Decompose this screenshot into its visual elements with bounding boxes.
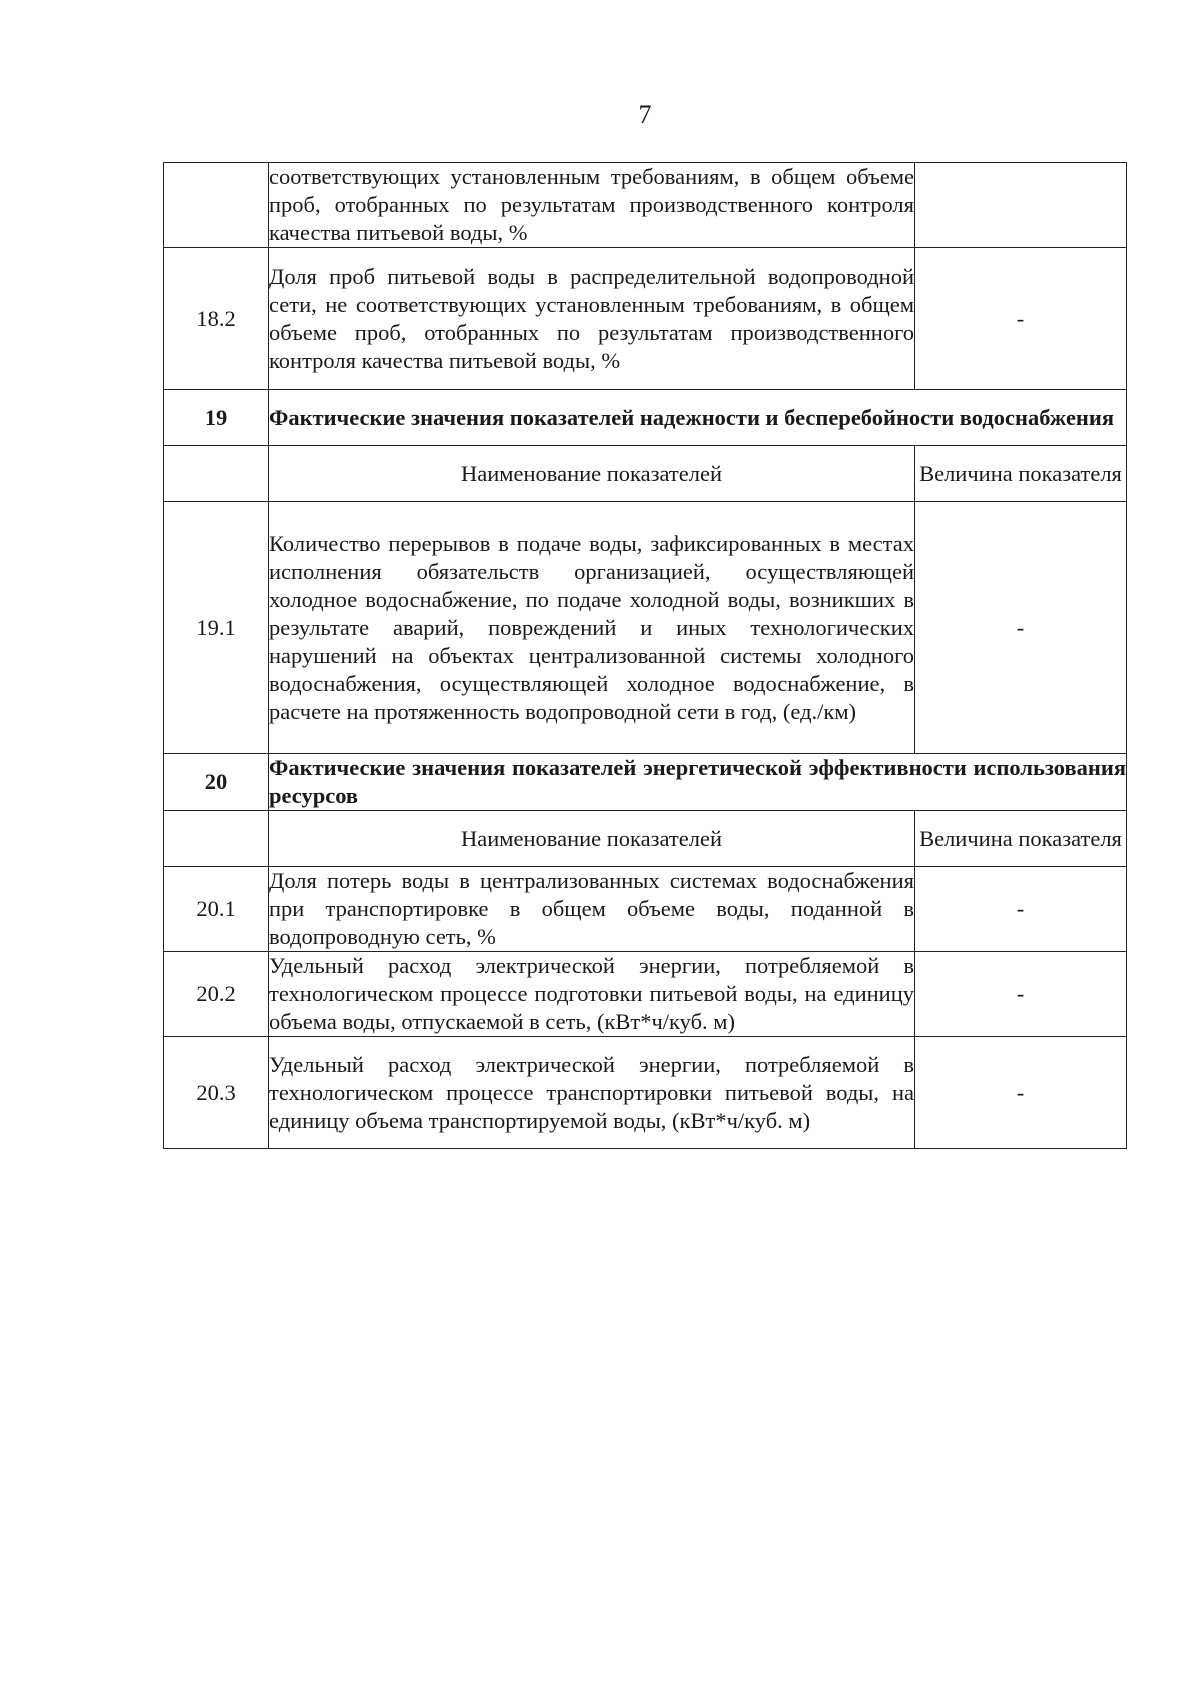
indicator-text: Доля потерь воды в централизованных системах водоснабжения при транспортировке в общем объеме воды, поданной в водопроводную сеть, % [269,867,915,952]
indicators-table [163,162,1127,1149]
row-number: 18.2 [164,248,269,390]
column-header-name: Наименование показателей [269,811,915,867]
column-header-value: Величина показателя [915,811,1127,867]
section-number: 20 [164,754,269,811]
row-number: 19.1 [164,502,269,754]
table-row-20-2 [164,952,1127,1037]
indicator-value: - [915,1037,1127,1149]
section-title: Фактические значения показателей энергетической эффективности использования ресурсов [269,754,1127,811]
header-row-20 [164,811,1127,867]
section-row-20 [164,754,1127,811]
header-empty-cell [164,811,269,867]
section-title: Фактические значения показателей надежности и бесперебойности водоснабжения [269,390,1127,446]
table-row-19-1 [164,502,1127,754]
indicator-text: Количество перерывов в подаче воды, зафиксированных в местах исполнения обязательств организацией, осуществляющей холодное водоснабжение, по подаче холодной воды, возникших в результате аварий, повреждений и иных технологических нарушений на объектах централизованной системы холодного водоснабжения, осуществляющей холодное водоснабжение, в расчете на протяженность водопроводной сети в год, (ед./км) [269,502,915,754]
header-row-19 [164,446,1127,502]
row-number: 20.3 [164,1037,269,1149]
indicator-text: Доля проб питьевой воды в распределительной водопроводной сети, не соответствующих установленным требованиям, в общем объеме проб, отобранных по результатам производственного контроля качества питьевой воды, % [269,248,915,390]
section-number: 19 [164,390,269,446]
indicator-text: соответствующих установленным требованиям, в общем объеме проб, отобранных по результатам производственного контроля качества питьевой воды, % [269,163,915,248]
row-number: 20.2 [164,952,269,1037]
header-empty-cell [164,446,269,502]
indicator-value: - [915,248,1127,390]
indicator-value: - [915,502,1127,754]
page-number: 7 [638,100,652,129]
column-header-name: Наименование показателей [269,446,915,502]
table-row-continued [164,163,1127,248]
table-row-20-3 [164,1037,1127,1149]
row-number-cell [164,163,269,248]
section-row-19 [164,390,1127,446]
indicator-value: - [915,867,1127,952]
indicator-text: Удельный расход электрической энергии, потребляемой в технологическом процессе подготовки питьевой воды, на единицу объема воды, отпускаемой в сеть, (кВт*ч/куб. м) [269,952,915,1037]
column-header-value: Величина показателя [915,446,1127,502]
indicator-text: Удельный расход электрической энергии, потребляемой в технологическом процессе транспортировки питьевой воды, на единицу объема транспортируемой воды, (кВт*ч/куб. м) [269,1037,915,1149]
row-number: 20.1 [164,867,269,952]
indicator-value [915,163,1127,248]
indicator-value: - [915,952,1127,1037]
table-row-20-1 [164,867,1127,952]
table-row-18-2 [164,248,1127,390]
